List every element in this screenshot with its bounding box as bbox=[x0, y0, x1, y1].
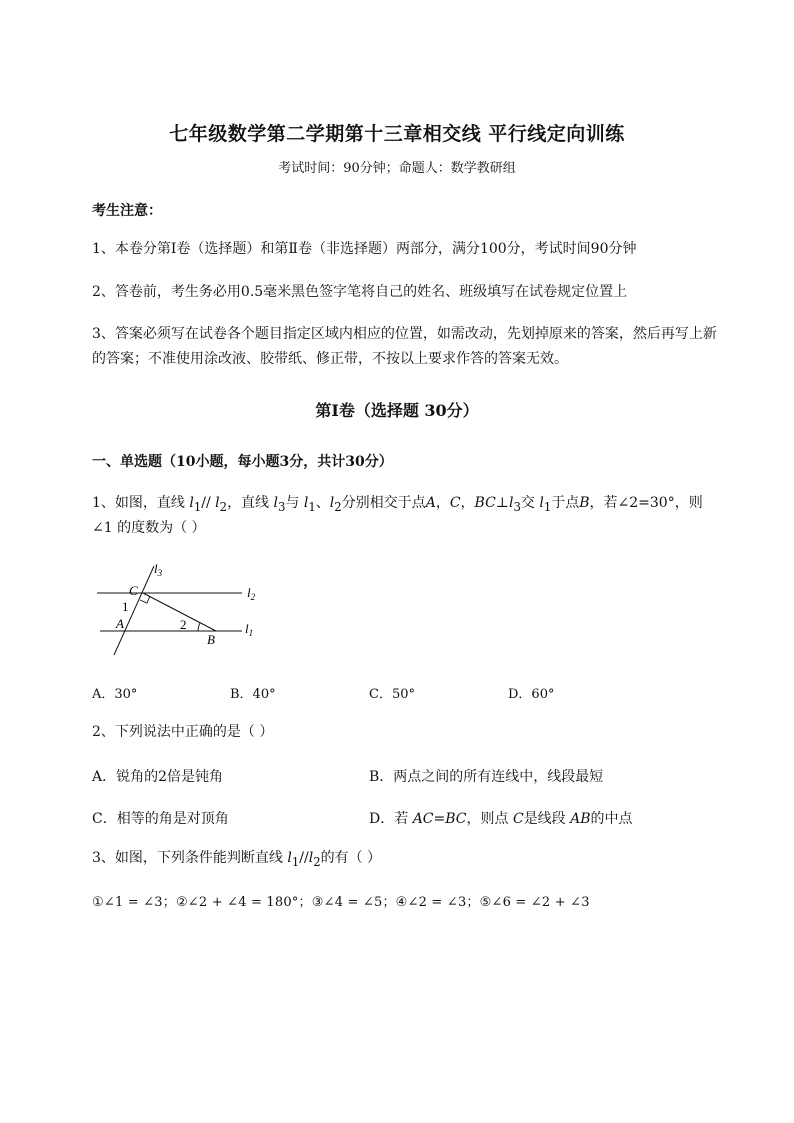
part-heading: 一、单选题（10小题，每小题3分，共计30分） bbox=[92, 454, 393, 470]
equals-sign: = bbox=[433, 811, 446, 827]
q1-text: 与 bbox=[285, 495, 304, 511]
right-angle-mark bbox=[140, 596, 150, 603]
q1-text: 分别相交于点 bbox=[341, 495, 426, 511]
line-symbol: l bbox=[308, 850, 314, 866]
line-symbol: l bbox=[189, 495, 194, 511]
label-angle-1: 1 bbox=[122, 599, 129, 614]
angle-2-arc bbox=[198, 623, 200, 631]
subscript: 3 bbox=[513, 499, 521, 514]
segment-symbol: AB bbox=[570, 811, 591, 827]
segment-symbol: BC bbox=[445, 811, 467, 827]
q1-text: 1、如图，直线 bbox=[92, 495, 190, 511]
label-l2: $l_2$ bbox=[247, 585, 256, 602]
subscript: 1 bbox=[543, 499, 552, 514]
label-point-a: A bbox=[116, 616, 124, 631]
q1-option-a[interactable]: A．30° bbox=[92, 687, 138, 702]
question-2-stem: 2、下列说法中正确的是（ ） bbox=[92, 724, 274, 740]
subscript: 2 bbox=[313, 854, 321, 869]
question-3-stem bbox=[92, 846, 742, 875]
label-point-c: C bbox=[129, 583, 138, 598]
segment-symbol: BC bbox=[474, 495, 496, 511]
question-3-conditions: ①∠1 = ∠3；②∠2 + ∠4 = 180°；③∠4 = ∠5；④∠2 = ∠3；⑤∠6 = ∠2 + ∠3 bbox=[92, 895, 590, 910]
label-angle-2: 2 bbox=[180, 617, 187, 632]
question-1-stem-cont: ∠1 的度数为（ ） bbox=[92, 520, 206, 536]
point-symbol: A bbox=[425, 495, 436, 511]
q2-option-d[interactable] bbox=[369, 808, 633, 828]
subscript: 2 bbox=[219, 499, 228, 514]
subscript: 1 bbox=[193, 499, 202, 514]
q2-option-c[interactable]: C．相等的角是对顶角 bbox=[92, 811, 229, 827]
q1-text: ⊥ bbox=[495, 495, 509, 511]
point-symbol: C bbox=[449, 495, 461, 511]
q1-text: 于点 bbox=[551, 495, 580, 511]
subscript: 1 bbox=[308, 499, 316, 514]
q1-text: 、 bbox=[315, 495, 330, 511]
point-symbol: C bbox=[512, 811, 524, 827]
question-1-figure bbox=[92, 560, 272, 660]
notice-item-3: 3、答案必须写在试卷各个题目指定区域内相应的位置，如需改动，先划掉原来的答案，然后再写上新 bbox=[92, 326, 717, 342]
line-symbol: l bbox=[273, 495, 278, 511]
line-symbol: l bbox=[329, 495, 335, 511]
q3-text: 3、如图，下列条件能判断直线 bbox=[92, 850, 288, 866]
notice-heading: 考生注意： bbox=[92, 203, 162, 219]
q1-text: ，若∠2=30°，则 bbox=[589, 495, 703, 511]
line-symbol: l bbox=[303, 495, 309, 511]
parallel-sign: // bbox=[299, 850, 309, 866]
point-symbol: B bbox=[579, 495, 590, 511]
segment-symbol: AC bbox=[412, 811, 434, 827]
q2-option-b[interactable]: B．两点之间的所有连线中，线段最短 bbox=[369, 769, 604, 785]
line-symbol: l bbox=[215, 495, 220, 511]
subscript: 2 bbox=[334, 499, 342, 514]
q2-option-d-text: ，则点 bbox=[466, 811, 513, 827]
q1-text: 交 bbox=[520, 495, 540, 511]
q1-option-d[interactable]: D．60° bbox=[508, 687, 555, 702]
subscript: 3 bbox=[278, 499, 286, 514]
subscript: 1 bbox=[291, 854, 300, 869]
line-symbol: l bbox=[287, 850, 292, 866]
section-title: 第I卷（选择题 30分） bbox=[315, 401, 479, 420]
q2-option-d-text: 是线段 bbox=[523, 811, 571, 827]
line-symbol: l bbox=[508, 495, 514, 511]
notice-item-2: 2、答卷前，考生务必用0.5毫米黑色签字笔将自己的姓名、班级填写在试卷规定位置上 bbox=[92, 284, 628, 300]
q2-option-a[interactable]: A．锐角的2倍是钝角 bbox=[92, 769, 224, 785]
q2-option-d-text: D．若 bbox=[369, 811, 413, 827]
q1-text: ， bbox=[460, 495, 475, 511]
exam-info: 考试时间：90分钟；命题人：数学教研组 bbox=[278, 161, 516, 176]
label-point-b: B bbox=[207, 632, 215, 647]
label-l1: $l_1$ bbox=[245, 621, 254, 638]
notice-item-1: 1、本卷分第I卷（选择题）和第Ⅱ卷（非选择题）两部分，满分100分，考试时间90分钟 bbox=[92, 241, 637, 257]
q2-option-d-text: 的中点 bbox=[590, 811, 633, 827]
q1-text: // bbox=[201, 495, 216, 511]
q3-text: 的有（ ） bbox=[320, 850, 382, 866]
q1-text: ， bbox=[435, 495, 450, 511]
q1-option-c[interactable]: C．50° bbox=[369, 687, 415, 702]
line-symbol: l bbox=[539, 495, 544, 511]
q1-text: ，直线 bbox=[227, 495, 274, 511]
q1-option-b[interactable]: B．40° bbox=[230, 687, 276, 702]
line-l3 bbox=[114, 566, 154, 655]
notice-item-3-cont: 的答案；不准使用涂改液、胶带纸、修正带，不按以上要求作答的答案无效。 bbox=[92, 351, 568, 367]
label-l3: $l_3$ bbox=[154, 561, 163, 578]
page-title: 七年级数学第二学期第十三章相交线 平行线定向训练 bbox=[169, 123, 625, 145]
